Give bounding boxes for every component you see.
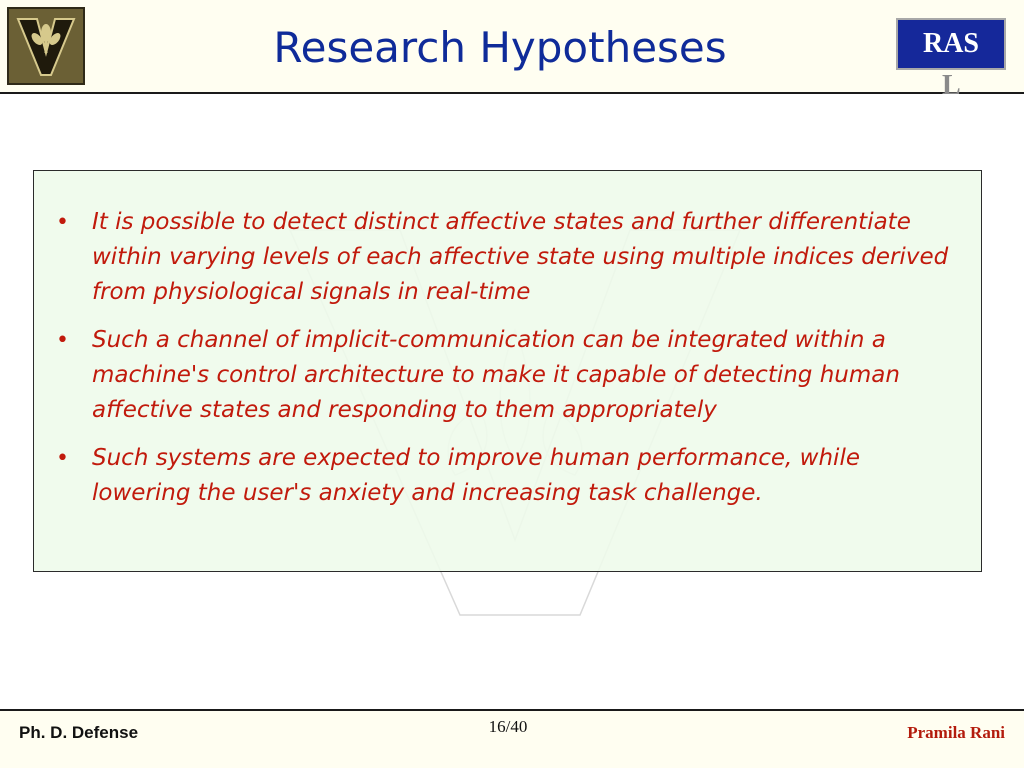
slide-header [0, 0, 1024, 98]
list-item [56, 323, 961, 428]
hypotheses-list [56, 205, 961, 524]
hypothesis-text: Such systems are expected to improve human performance, while lowering the user's anxiety and increasing task challenge. [92, 445, 860, 506]
lab-badge: RAS [896, 18, 1006, 70]
hypothesis-text: It is possible to detect distinct affective states and further differentiate within varying levels of each affective state using multiple indices derived from physiological signals in real-time [92, 209, 949, 305]
presenter-name: Pramila Rani [907, 723, 1005, 742]
hypotheses-panel [33, 170, 982, 572]
list-item [56, 441, 961, 511]
slide-number: 16/40 [488, 717, 528, 736]
vanderbilt-logo [7, 7, 85, 85]
presentation-type: Ph. D. Defense [19, 723, 139, 742]
bullet-icon: • [56, 328, 69, 353]
hypothesis-text: Such a channel of implicit-communication can be integrated within a machine's control architecture to make it capable of detecting human affective states and responding to them appropriately [92, 327, 900, 423]
slide-footer [0, 709, 1024, 768]
list-item [56, 205, 961, 310]
bullet-icon: • [56, 446, 69, 471]
bullet-icon: • [56, 210, 69, 235]
lab-badge-overflow-text: L [942, 72, 961, 98]
slide-title: Research Hypotheses [273, 23, 727, 72]
oak-leaf-v-icon [9, 9, 83, 83]
